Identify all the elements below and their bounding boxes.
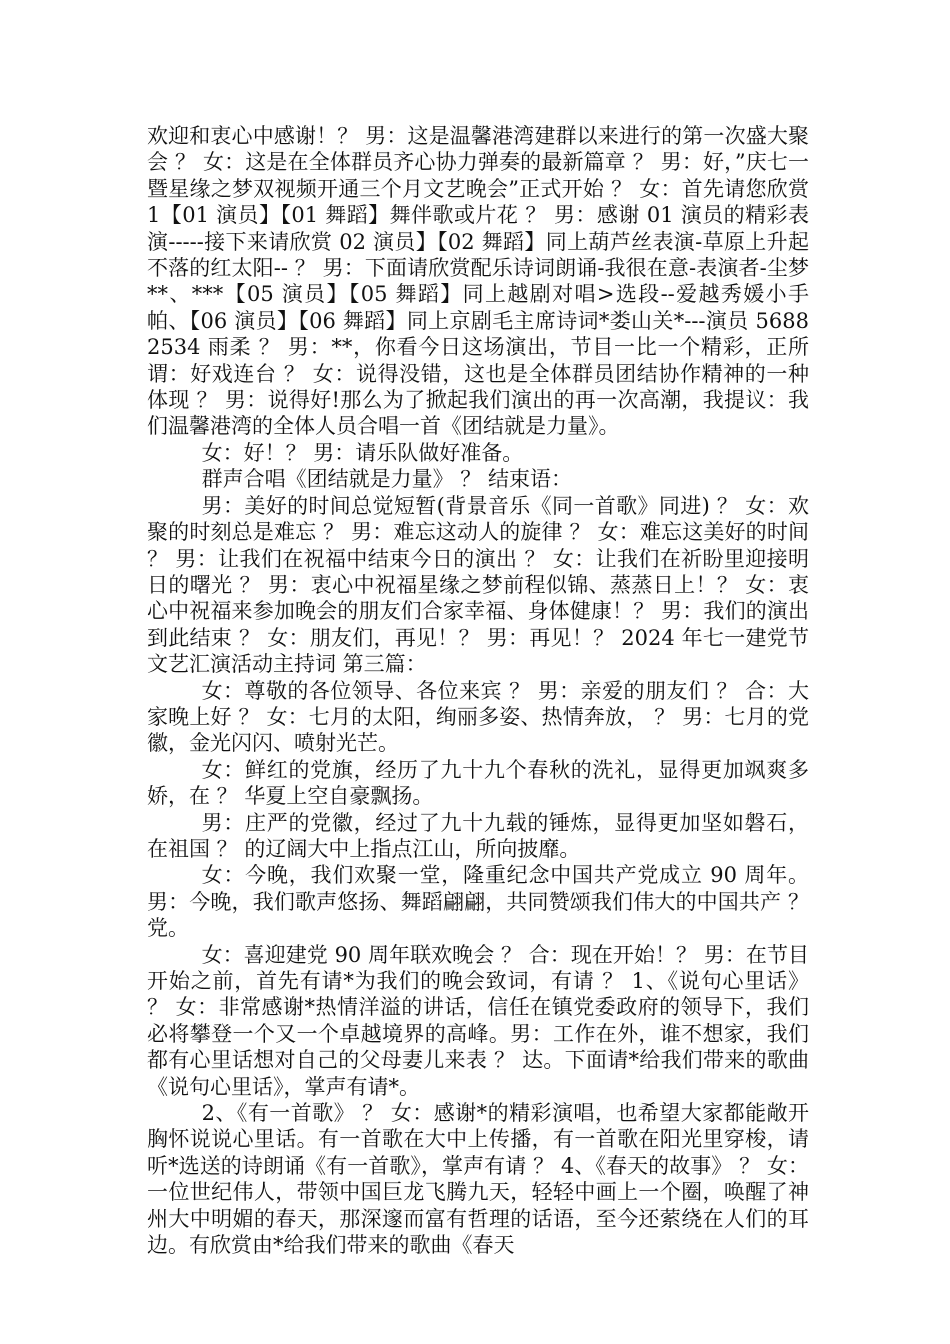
paragraph: 女：今晚，我们欢聚一堂，隆重纪念中国共产党成立 90 周年。男：今晚，我们歌声悠扬、舞蹈翩翩，共同赞颂我们伟大的中国共产 ？ 党。: [147, 863, 809, 941]
paragraph: 女：鲜红的党旗，经历了九十九个春秋的洗礼，显得更加飒爽多娇，在 ？ 华夏上空自豪飘扬。: [147, 757, 809, 809]
paragraph: 男：庄严的党徽，经过了九十九载的锤炼，显得更加坚如磐石，在祖国 ？ 的辽阔大中上指点江山，所向披靡。: [147, 810, 809, 861]
paragraph: 欢迎和衷心中感谢！？ 男：这是温馨港湾建群以来进行的第一次盛大聚会 ？ 女：这是在全体群员齐心协力弹奏的最新篇章 ？ 男：好，”庆七一暨星缘之梦双视频开通三个月文艺晚会”正式开始 ？ 女：首先请您欣赏 1【01 演员】【01 舞蹈】舞伴歌或片花 ？ 男：感谢 01 演员的精彩表演-----接下来请欣赏 02 演员】【02 舞蹈】同上葫芦丝表演-草原上升起不落的红太阳-- ？ 男：下面请欣赏配乐诗词朗诵-我很在意-表演者-尘梦**、***【05 演员】【05 舞蹈】同上越剧对唱>选段--爱越秀媛小手帕、【06 演员】【06 舞蹈】同上京剧毛主席诗词*娄山关*---演员 56882534 雨柔 ？ 男：**，你看今日这场演出，节目一比一个精彩，正所谓：好戏连台 ？ 女：说得没错，这也是全体群员团结协作精神的一种体现 ？ 男：说得好!那么为了掀起我们演出的再一次高潮，我提议：我们温馨港湾的全体人员合唱一首《团结就是力量》。: [147, 124, 809, 439]
paragraph: 男：美好的时间总觉短暂(背景音乐《同一首歌》同进) ？ 女：欢聚的时刻总是难忘 ？ 男：难忘这动人的旋律 ？ 女：难忘这美好的时间 ？ 男：让我们在祝福中结束今日的演出 ？ 女：让我们在祈盼里迎接明日的曙光 ？ 男：衷心中祝福星缘之梦前程似锦、蒸蒸日上！？ 女：衷心中祝福来参加晚会的朋友们合家幸福、身体健康！？ 男：我们的演出到此结束 ？ 女：朋友们，再见！？ 男：再见！？ 2024 年七一建党节文艺汇演活动主持词 第三篇：: [147, 493, 809, 677]
paragraph: 女：好！？ 男：请乐队做好准备。: [201, 440, 524, 465]
paragraph: 女：喜迎建党 90 周年联欢晚会 ？ 合：现在开始！？ 男：在节目开始之前，首先有请*为我们的晚会致词，有请 ？ 1、《说句心里话》 ？ 女：非常感谢*热情洋溢的讲话，信任在镇党委政府的领导下，我们必将攀登一个又一个卓越境界的高峰。男：工作在外，谁不想家，我们都有心里话想对自己的父母妻儿来表 ？ 达。下面请*给我们带来的歌曲《说句心里话》，掌声有请*。: [147, 942, 809, 1099]
paragraph: 2、《有一首歌》 ？ 女：感谢*的精彩演唱，也希望大家都能敞开胸怀说说心里话。有一首歌在大中上传播，有一首歌在阳光里穿梭，请听*选送的诗朗诵《有一首歌》，掌声有请 ？ 4、《春天的故事》 ？ 女：一位世纪伟人，带领中国巨龙飞腾九天，轻轻中画上一个圈，唤醒了神州大中明媚的春天，那深邃而富有哲理的话语，至今还萦绕在人们的耳边。有欣赏由*给我们带来的歌曲《春天: [147, 1101, 809, 1258]
paragraph: 群声合唱《团结就是力量》 ？ 结束语：: [201, 467, 572, 492]
document-page: [147, 123, 809, 1258]
paragraph: 女：尊敬的各位领导、各位来宾 ？ 男：亲爱的朋友们 ？ 合：大家晚上好 ？ 女：七月的太阳，绚丽多姿、热情奔放， ？ 男：七月的党徽，金光闪闪、喷射光芒。: [147, 678, 809, 756]
